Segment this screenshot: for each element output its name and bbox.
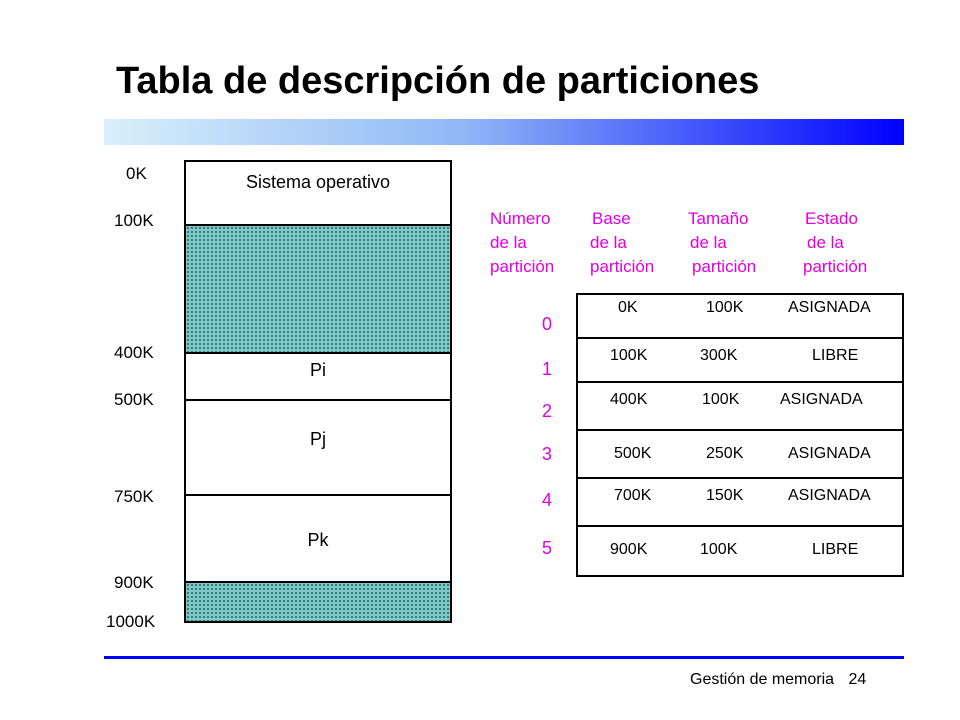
footer-divider <box>104 656 904 659</box>
header-line: Base <box>592 209 631 228</box>
table-row <box>578 435 902 479</box>
header-estado <box>803 207 867 279</box>
segment-label: Pk <box>307 530 329 550</box>
header-line: de la <box>490 233 527 252</box>
cell-base: 900K <box>610 541 648 558</box>
memory-segment-pi <box>184 352 452 401</box>
cell-state: LIBRE <box>812 541 859 558</box>
memory-segment-os <box>184 160 452 226</box>
slide-title: Tabla de descripción de particiones <box>116 60 760 102</box>
segment-label: Pj <box>309 429 326 449</box>
partition-index: 0 <box>542 314 553 334</box>
cell-size: 250K <box>706 445 744 462</box>
header-tamano <box>688 207 756 279</box>
cell-size: 100K <box>700 541 738 558</box>
cell-state: LIBRE <box>812 347 859 364</box>
memory-segment-pj <box>184 399 452 496</box>
cell-base: 500K <box>614 445 652 462</box>
header-line: partición <box>490 257 555 276</box>
partition-index: 1 <box>542 359 553 379</box>
header-base <box>590 207 654 279</box>
table-row <box>578 295 902 339</box>
cell-state: ASIGNADA <box>780 391 863 408</box>
memory-map <box>184 160 456 623</box>
cell-size: 100K <box>702 391 740 408</box>
cell-state: ASIGNADA <box>788 299 871 316</box>
header-line: Tamaño <box>688 209 749 228</box>
cell-state: ASIGNADA <box>788 487 871 504</box>
header-line: de la <box>690 233 727 252</box>
cell-size: 150K <box>706 487 744 504</box>
partition-index: 3 <box>542 444 553 464</box>
table-row <box>578 339 902 383</box>
address-label: 900K <box>114 573 154 592</box>
title-gradient-bar <box>104 119 904 145</box>
memory-segment-free <box>184 581 452 623</box>
cell-size: 300K <box>700 347 738 364</box>
header-line: Estado <box>805 209 858 228</box>
table-row <box>578 387 902 431</box>
header-line: partición <box>803 257 868 276</box>
table-row <box>578 483 902 527</box>
address-label: 500K <box>114 390 154 409</box>
address-label: 0K <box>126 164 147 183</box>
header-line: de la <box>590 233 627 252</box>
cell-base: 400K <box>610 391 648 408</box>
address-label: 400K <box>114 343 154 362</box>
partition-table <box>576 293 904 577</box>
cell-base: 100K <box>610 347 648 364</box>
partition-index: 2 <box>542 401 553 421</box>
cell-base: 0K <box>618 299 638 316</box>
address-label: 750K <box>114 487 154 506</box>
header-numero <box>490 207 554 279</box>
cell-base: 700K <box>614 487 652 504</box>
table-row <box>578 531 902 575</box>
slide-footer <box>690 671 866 689</box>
cell-size: 100K <box>706 299 744 316</box>
partition-index: 4 <box>542 490 553 510</box>
cell-state: ASIGNADA <box>788 445 871 462</box>
page-number: 24 <box>848 671 867 688</box>
address-label: 100K <box>114 211 154 230</box>
memory-segment-free <box>184 224 452 354</box>
address-label: 1000K <box>106 612 156 631</box>
header-line: Número <box>490 209 551 228</box>
segment-label: Pi <box>309 360 326 380</box>
header-line: partición <box>590 257 655 276</box>
header-line: partición <box>692 257 757 276</box>
segment-label: Sistema operativo <box>245 172 391 192</box>
footer-text: Gestión de memoria <box>690 671 835 688</box>
partition-index: 5 <box>542 538 553 558</box>
header-line: de la <box>807 233 844 252</box>
memory-segment-pk <box>184 494 452 583</box>
